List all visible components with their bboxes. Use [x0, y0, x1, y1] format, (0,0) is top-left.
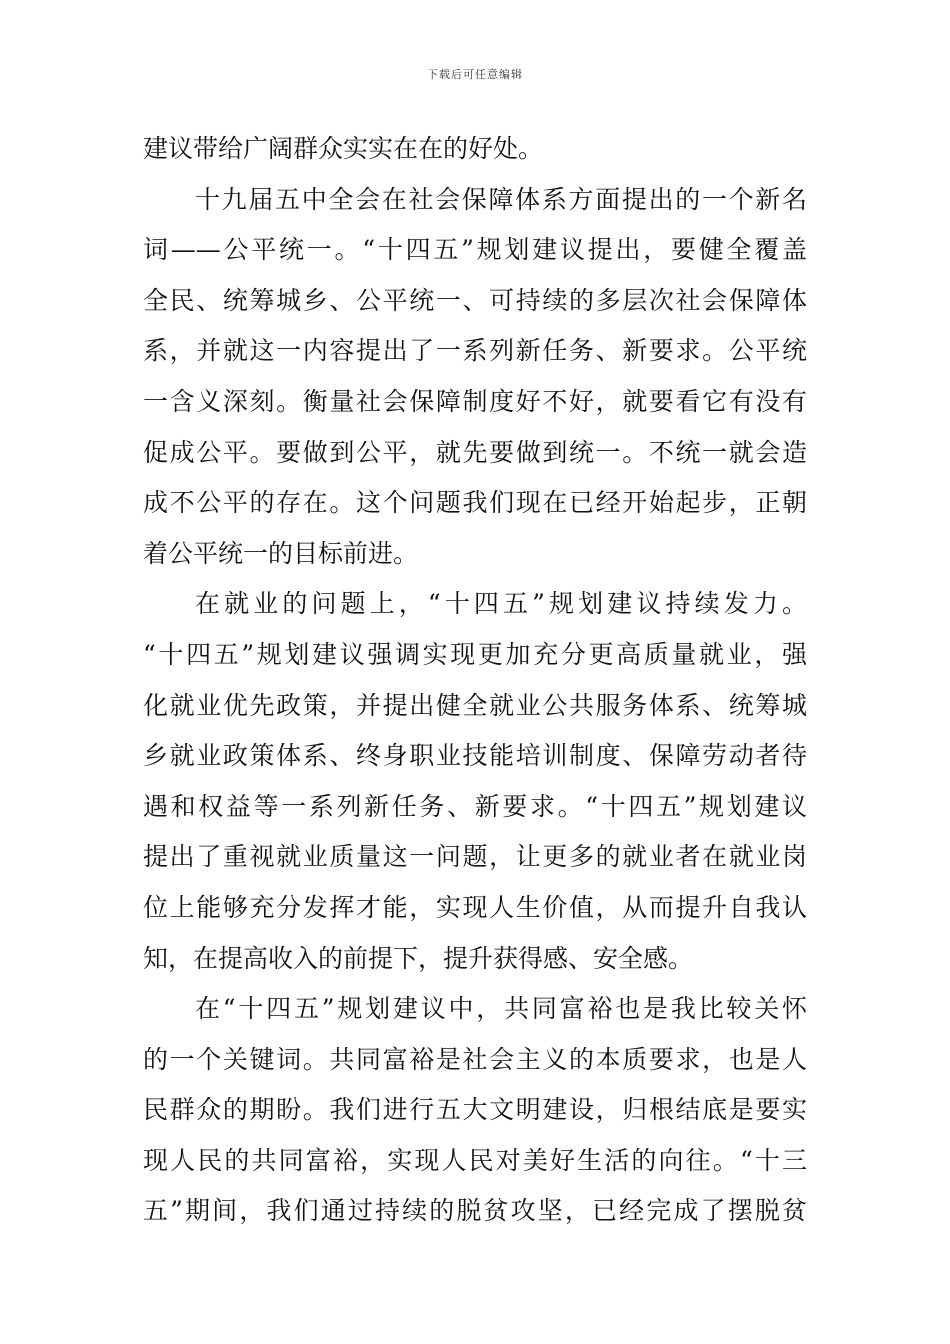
text-line-9: 着公平统一的目标前进。	[143, 538, 419, 568]
text-line-18: 在“十四五”规划建议中，共同富裕也是我比较关怀	[195, 994, 807, 1024]
text-line-13: 乡就业政策体系、终身职业技能培训制度、保障劳动者待	[143, 741, 807, 771]
text-line-11: “十四五”规划建议强调实现更加充分更高质量就业，强	[143, 639, 807, 669]
text-line-12: 化就业优先政策，并提出健全就业公共服务体系、统筹城	[143, 690, 807, 720]
text-line-4: 全民、统筹城乡、公平统一、可持续的多层次社会保障体	[143, 285, 807, 315]
text-line-14: 遇和权益等一系列新任务、新要求。“十四五”规划建议	[143, 791, 807, 821]
text-line-3: 词——公平统一。“十四五”规划建议提出，要健全覆盖	[143, 235, 807, 265]
text-line-16: 位上能够充分发挥才能，实现人生价值，从而提升自我认	[143, 892, 807, 922]
text-line-10: 在就业的问题上，“十四五”规划建议持续发力。	[195, 589, 807, 619]
text-line-15: 提出了重视就业质量这一问题，让更多的就业者在就业岗	[143, 842, 807, 872]
text-line-5: 系，并就这一内容提出了一系列新任务、新要求。公平统	[143, 336, 807, 366]
text-line-7: 促成公平。要做到公平，就先要做到统一。不统一就会造	[143, 437, 807, 467]
page-header-note: 下载后可任意编辑	[427, 68, 523, 81]
text-line-1: 建议带给广阔群众实实在在的好处。	[143, 134, 544, 163]
text-line-2: 十九届五中全会在社会保障体系方面提出的一个新名	[195, 184, 807, 214]
text-line-19: 的一个关键词。共同富裕是社会主义的本质要求，也是人	[143, 1044, 807, 1074]
text-line-6: 一含义深刻。衡量社会保障制度好不好，就要看它有没有	[143, 386, 807, 416]
text-line-22: 五”期间，我们通过持续的脱贫攻坚，已经完成了摆脱贫	[143, 1196, 807, 1226]
text-line-21: 现人民的共同富裕，实现人民对美好生活的向往。“十三	[143, 1145, 807, 1175]
text-line-20: 民群众的期盼。我们进行五大文明建设，归根结底是要实	[143, 1095, 807, 1125]
text-line-8: 成不公平的存在。这个问题我们现在已经开始起步，正朝	[143, 488, 807, 518]
text-line-17: 知，在提高收入的前提下，提升获得感、安全感。	[143, 943, 694, 973]
document-body	[143, 124, 807, 1237]
